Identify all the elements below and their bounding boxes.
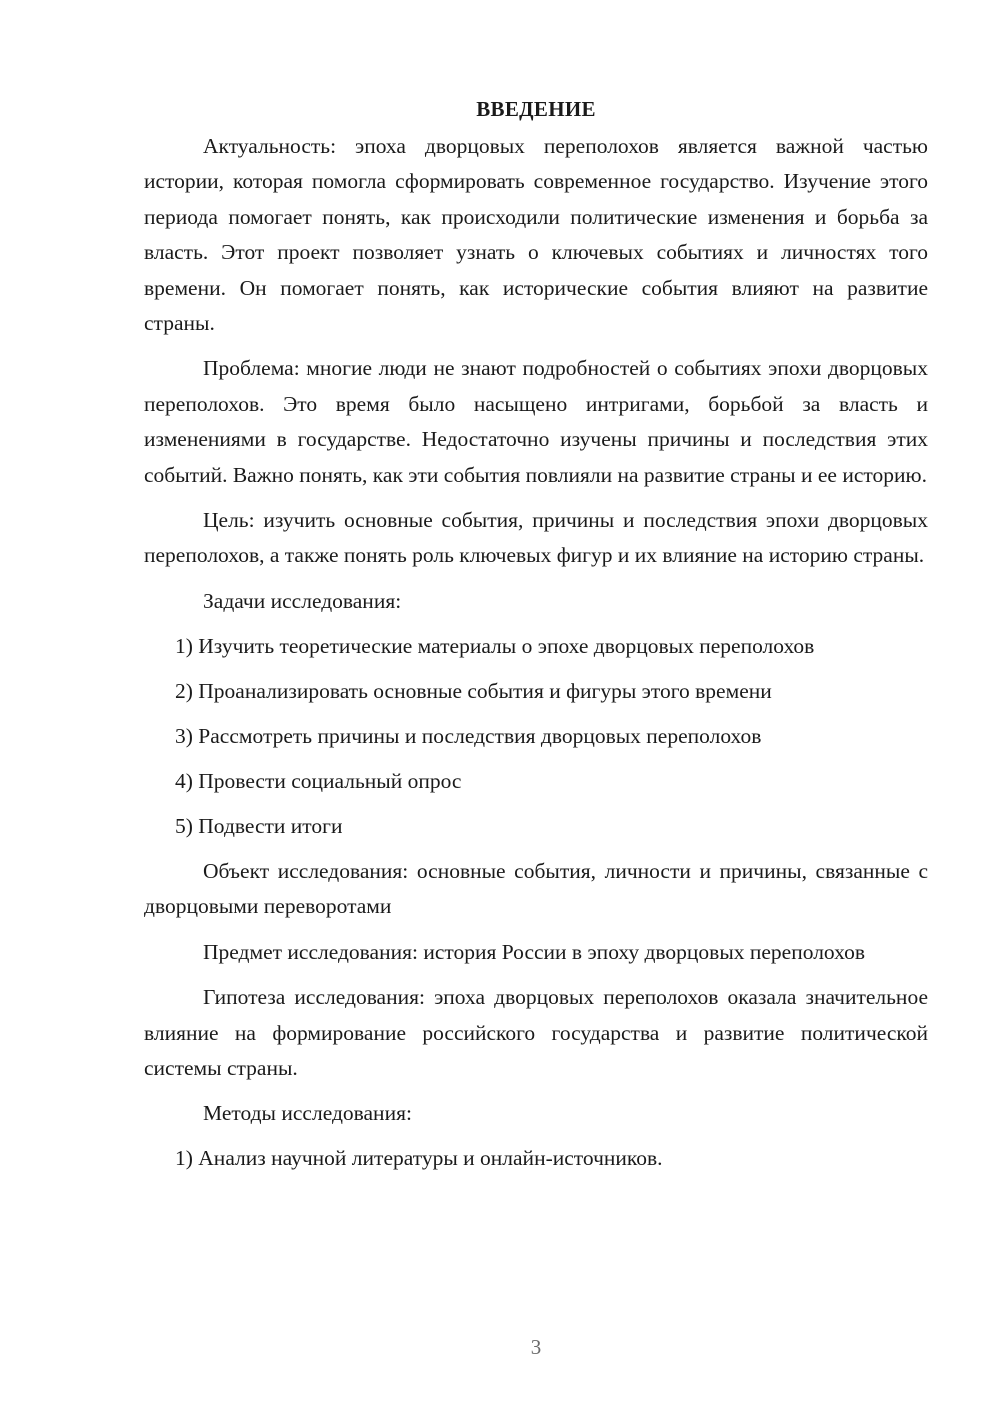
task-item: 3) Рассмотреть причины и последствия дворцовых переполохов bbox=[175, 723, 762, 748]
task-item: 5) Подвести итоги bbox=[175, 813, 343, 838]
task-item: 2) Проанализировать основные события и фигуры этого времени bbox=[175, 678, 772, 703]
hypothesis-paragraph: Гипотеза исследования: эпоха дворцовых переполохов оказала значительное влияние на формирование российского государства и развитие политической системы страны. bbox=[144, 985, 928, 1080]
object-paragraph: Объект исследования: основные события, личности и причины, связанные с дворцовыми переворотами bbox=[144, 858, 928, 919]
methods-list bbox=[144, 1141, 928, 1176]
page-number: 3 bbox=[530, 1335, 542, 1359]
subject-paragraph: Предмет исследования: история России в эпоху дворцовых переполохов bbox=[203, 939, 865, 964]
method-item: 1) Анализ научной литературы и онлайн-источников. bbox=[175, 1146, 663, 1171]
tasks-list bbox=[144, 629, 928, 844]
page-title: ВВЕДЕНИЕ bbox=[476, 97, 596, 121]
relevance-paragraph: Актуальность: эпоха дворцовых переполохов является важной частью истории, которая помогла сформировать современное государство. Изучение этого периода помогает понять, как происходили политические изменения и борьба за власть. Этот проект позволяет узнать о ключевых событиях и личностях того времени. Он помогает понять, как исторические события влияют на развитие страны. bbox=[144, 134, 928, 336]
tasks-heading: Задачи исследования: bbox=[203, 588, 402, 613]
problem-paragraph: Проблема: многие люди не знают подробностей о событиях эпохи дворцовых переполохов. Это время было насыщено интригами, борьбой за власть и изменениями в государстве. Недостаточно изучены причины и последствия этих событий. Важно понять, как эти события повлияли на развитие страны и ее историю. bbox=[144, 356, 928, 487]
task-item: 1) Изучить теоретические материалы о эпохе дворцовых переполохов bbox=[175, 633, 815, 658]
task-item: 4) Провести социальный опрос bbox=[175, 768, 462, 793]
goal-paragraph: Цель: изучить основные события, причины и последствия эпохи дворцовых переполохов, а также понять роль ключевых фигур и их влияние на историю страны. bbox=[144, 508, 928, 568]
document-page bbox=[144, 92, 928, 1186]
methods-heading: Методы исследования: bbox=[203, 1101, 412, 1126]
